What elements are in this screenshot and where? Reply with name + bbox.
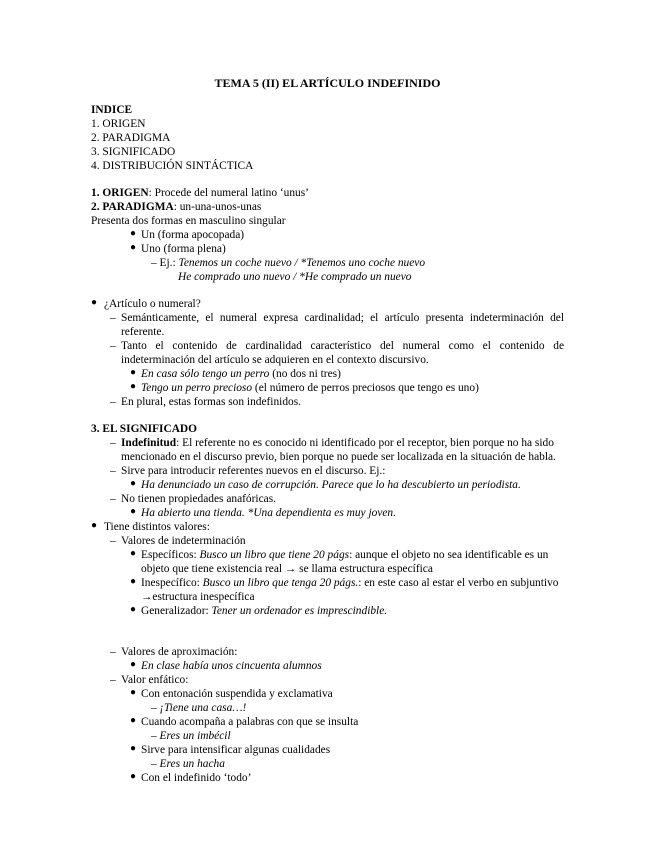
ej-prefix: – Ej.: (151, 257, 179, 269)
sirve-example: Ha denunciado un caso de corrupción. Parece que lo ha descubierto un periodista. (141, 479, 521, 491)
numeral-question: ¿Artículo o numeral? (104, 298, 201, 310)
paradigma-form: Un (forma apocopada) (141, 229, 245, 241)
inespecifico-line2: →estructura inespecífica (141, 591, 255, 603)
inespecifico-text: : en este caso al estar el verbo en subjuntivo (358, 577, 559, 589)
indefinitud-text: : El referente no es conocido ni identificado por el receptor, bien porque no ha sido (176, 437, 554, 449)
numeral-p1-line2: referente. (121, 326, 165, 338)
example-italic: Tengo un perro precioso (141, 382, 253, 394)
bullet-icon: ● (130, 715, 137, 726)
bullet-icon: ● (130, 478, 137, 489)
dash-icon: – (110, 437, 116, 449)
bullet-icon: ● (91, 297, 98, 308)
especifico-label: Específicos: (141, 549, 200, 561)
index-item: 1. ORIGEN (91, 118, 146, 130)
origen-text: : Procede del numeral latino ‘unus’ (148, 187, 309, 199)
example-note: (el número de perros preciosos que tengo es uno) (252, 382, 479, 394)
bullet-icon: ● (130, 242, 137, 253)
paradigma-example-1 (151, 256, 425, 270)
enfatico-item: Con entonación suspendida y exclamativa (141, 688, 333, 700)
valores-line: Tiene distintos valores: (104, 521, 210, 533)
aproximacion-line: Valores de aproximación: (121, 646, 238, 658)
especifico-text: : aunque el objeto no sea identificable es un (349, 549, 549, 561)
numeral-p2-line1: Tanto el contenido de cardinalidad característico del numeral como el contenido de (121, 340, 564, 352)
enfatico-item: Sirve para intensificar algunas cualidades (141, 744, 331, 756)
enfatico-item: Con el indefinido ‘todo’ (141, 772, 252, 784)
paradigma-text: : un-una-unos-unas (173, 201, 262, 213)
numeral-example-1 (141, 367, 341, 381)
bullet-icon: ● (130, 771, 137, 782)
bullet-icon: ● (130, 367, 137, 378)
bullet-icon: ● (91, 520, 98, 531)
indefinitud-line2: mencionado en el discurso previo, bien porque no puede ser localizada en la situación de habla. (121, 451, 556, 463)
significado-heading: 3. EL SIGNIFICADO (91, 423, 198, 435)
bullet-icon: ● (130, 506, 137, 517)
index-item: 4. DISTRIBUCIÓN SINTÁCTICA (91, 160, 254, 172)
dash-icon: – (110, 674, 116, 686)
anaforicas-example: Ha abierto una tienda. *Una dependienta es muy joven. (141, 507, 396, 519)
aproximacion-example: En clase había unos cincuenta alumnos (141, 660, 322, 672)
bullet-icon: ● (130, 743, 137, 754)
indefinitud-label: Indefinitud (121, 437, 177, 449)
enfatico-item: Cuando acompaña a palabras con que se insulta (141, 716, 359, 728)
dash-icon: – (110, 340, 116, 352)
inespecifico-line1 (141, 576, 558, 590)
enfatico-example: – Eres un imbécil (151, 730, 231, 742)
index-item: 3. SIGNIFICADO (91, 146, 176, 158)
page-title: TEMA 5 (II) EL ARTÍCULO INDEFINIDO (214, 76, 441, 90)
paradigma-form: Uno (forma plena) (141, 243, 226, 255)
paradigma-example-2: He comprado uno nuevo / *He comprado un nuevo (178, 271, 412, 283)
especifico-example: Busco un libro que tiene 20 págs (199, 549, 350, 561)
enfatico-line: Valor enfático: (121, 674, 189, 686)
dash-icon: – (110, 465, 116, 477)
bullet-icon: ● (130, 687, 137, 698)
generalizador-example: Tener un ordenador es imprescindible. (211, 605, 388, 617)
generalizador-label: Generalizador: (141, 605, 212, 617)
dash-icon: – (110, 493, 116, 505)
index-item: 2. PARADIGMA (91, 132, 171, 144)
numeral-p2-line2: indeterminación del artículo se adquieren en el contexto discursivo. (121, 354, 429, 366)
especifico-line1 (141, 548, 548, 562)
bullet-icon: ● (130, 576, 137, 587)
indefinitud-line1 (121, 436, 554, 450)
dash-icon: – (110, 535, 116, 547)
sirve-line: Sirve para introducir referentes nuevos en el discurso. Ej.: (121, 465, 386, 477)
dash-icon: – (110, 646, 116, 658)
ej-text: Tenemos un coche nuevo / *Tenemos uno coche nuevo (178, 257, 426, 269)
especifico-line2: objeto que tiene existencia real → se llama estructura específica (141, 563, 433, 575)
dash-icon: – (110, 396, 116, 408)
enfatico-example: – Eres un hacha (151, 758, 225, 770)
paradigma-intro: Presenta dos formas en masculino singular (91, 215, 286, 227)
paradigma-line (91, 200, 261, 214)
bullet-icon: ● (130, 604, 137, 615)
example-note: (no dos ni tres) (269, 368, 341, 380)
index-heading: INDICE (91, 104, 133, 116)
paradigma-label: 2. PARADIGMA (91, 201, 174, 213)
origen-label: 1. ORIGEN (91, 187, 149, 199)
anaforicas-line: No tienen propiedades anafóricas. (121, 493, 276, 505)
bullet-icon: ● (130, 659, 137, 670)
example-italic: En casa sólo tengo un perro (141, 368, 270, 380)
bullet-icon: ● (130, 228, 137, 239)
generalizador-line (141, 604, 387, 618)
origen-line (91, 186, 309, 200)
inespecifico-example: Busco un libro que tenga 20 págs. (202, 577, 359, 589)
inespecifico-label: Inespecífico: (141, 577, 203, 589)
enfatico-example: – ¡Tiene una casa…! (151, 702, 247, 714)
numeral-p1-line1: Semánticamente, el numeral expresa cardinalidad; el artículo presenta indeterminación del (121, 312, 564, 324)
indeterminacion-line: Valores de indeterminación (121, 535, 246, 547)
bullet-icon: ● (130, 548, 137, 559)
dash-icon: – (110, 312, 116, 324)
numeral-plural: En plural, estas formas son indefinidos. (121, 396, 302, 408)
numeral-example-2 (141, 381, 479, 395)
bullet-icon: ● (130, 381, 137, 392)
